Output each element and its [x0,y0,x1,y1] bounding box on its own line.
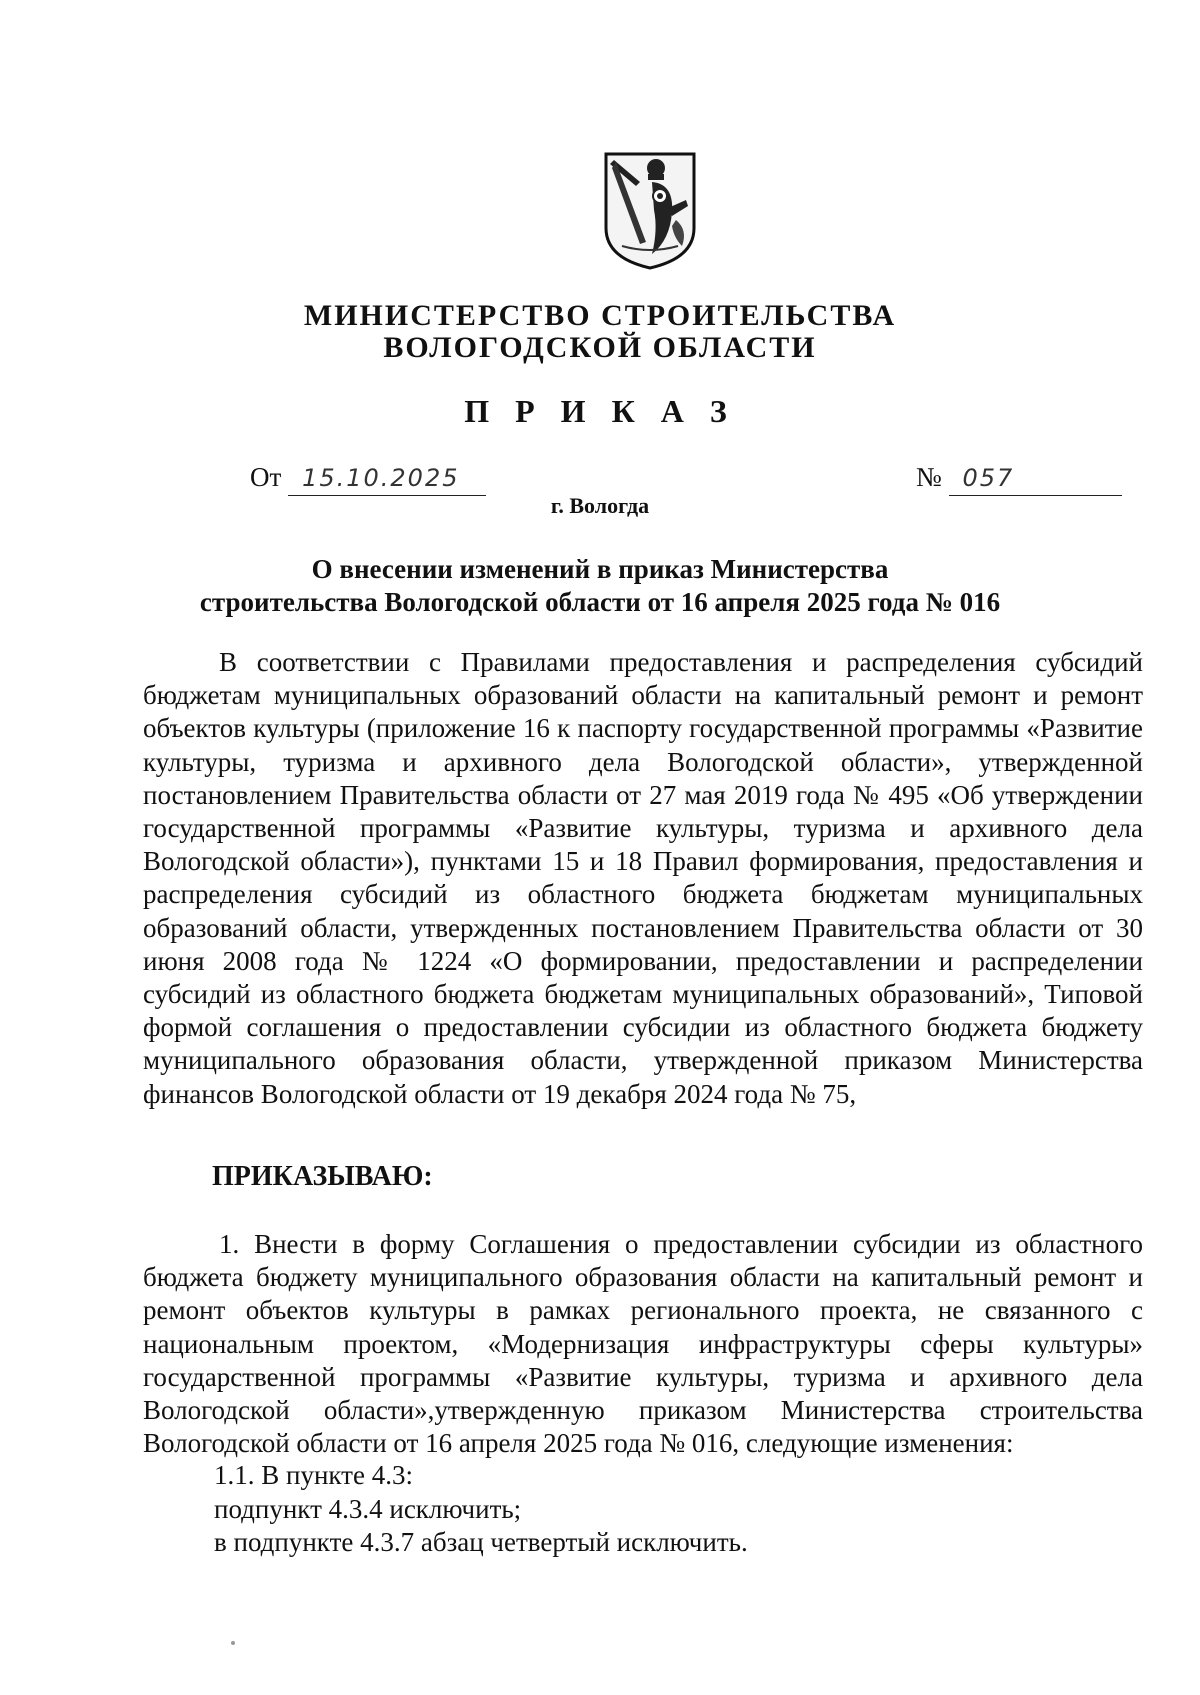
document-type-title: П Р И К А З [464,393,736,429]
point-1-paragraph: 1. Внести в форму Соглашения о предоставлении субсидии из областного бюджета бюджету муниципального образования области на капитальный ремонт и ремонт объектов культуры в рамках регионального проекта, не связанного с национальным проектом, «Модернизация инфраструктуры сферы культуры» государственной программы «Развитие культуры, туризма и архивного дела Вологодской области»,утвержденную приказом Министерства строительства Вологодской области от 16 апреля 2025 года № 016, следующие изменения: [143,1229,1143,1459]
subpoint-exclude-4-3-7: в подпункте 4.3.7 абзац четвертый исключить. [214,1527,748,1557]
subpoint-1-1: 1.1. В пункте 4.3: [214,1460,413,1490]
number-field [916,462,1122,496]
scan-speck [231,1641,235,1645]
handwritten-number: 057 [949,463,1122,496]
city-name: г. Вологда [550,493,650,518]
ministry-name-line2: ВОЛОГОДСКОЙ ОБЛАСТИ [383,331,817,364]
number-label: № [916,462,942,492]
decree-heading: ПРИКАЗЫВАЮ: [212,1161,433,1192]
preamble-paragraph: В соответствии с Правилами предоставления и распределения субсидий бюджетам муниципальных образований области на капитальный ремонт и ремонт объектов культуры (приложение 16 к паспорту государственной программы «Развитие культуры, туризма и архивного дела Вологодской области», утвержденной постановлением Правительства области от 27 мая 2019 года № 495 «Об утверждении государственной программы «Развитие культуры, туризма и архивного дела Вологодской области»), пунктами 15 и 18 Правил формирования, предоставления и распределения субсидий из областного бюджета бюджетам муниципальных образований области, утвержденных постановлением Правительства области от 30 июня 2008 года № 1224 «О формировании, предоставлении и распределении субсидий из областного бюджета бюджетам муниципальных образований», Типовой формой соглашения о предоставлении субсидии из областного бюджета бюджету муниципального образования области, утвержденной приказом Министерства финансов Вологодской области от 19 декабря 2024 года № 75, [143,647,1143,1109]
date-field [250,462,486,496]
date-label: От [250,462,282,492]
subject-line2: строительства Вологодской области от 16 апреля 2025 года № 016 [199,587,1001,617]
coat-of-arms-icon [602,150,698,272]
handwritten-date: 15.10.2025 [288,463,486,496]
subpoint-exclude-4-3-4: подпункт 4.3.4 исключить; [214,1494,522,1524]
subject-line1: О внесении изменений в приказ Министерства [311,554,889,584]
ministry-name-line1: МИНИСТЕРСТВО СТРОИТЕЛЬСТВА [303,299,897,332]
